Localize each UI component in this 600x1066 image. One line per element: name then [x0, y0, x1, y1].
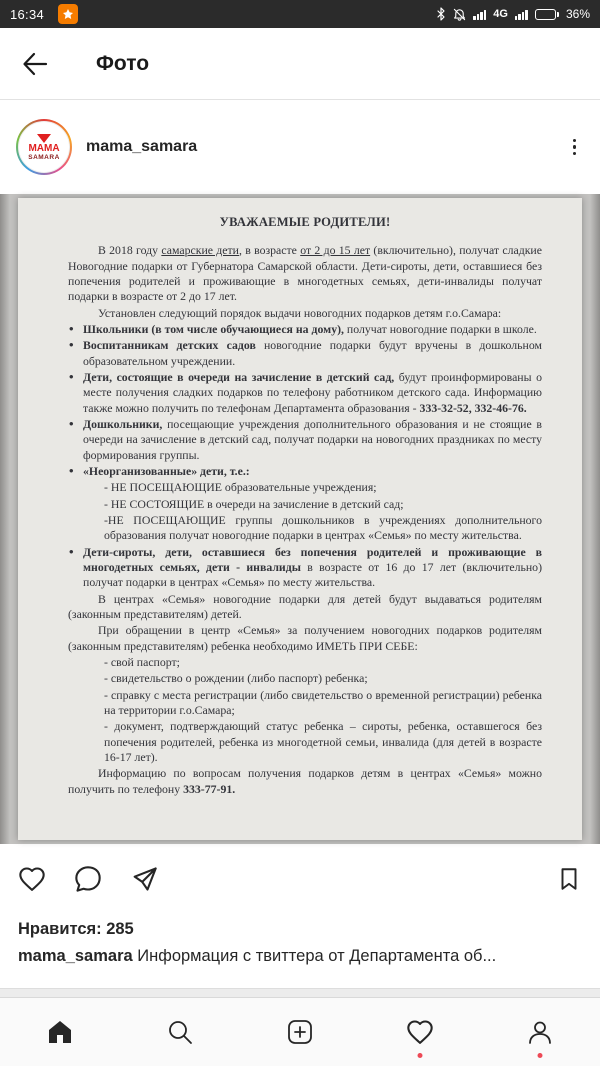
document-body [68, 243, 542, 796]
home-icon [46, 1018, 74, 1046]
search-icon [166, 1018, 194, 1046]
profile-icon [526, 1018, 554, 1046]
doc-block: - НЕ СОСТОЯЩИЕ в очереди на зачисление в детский сад; [104, 496, 404, 511]
doc-block: В 2018 году самарские дети, в возрасте от 2 до 15 лет (включительно), получат сладкие Новогодние подарки от Губернатора Самарской области. Дети-сироты, дети, оставшиеся без попечения родителей и проживающие в многодетных семьях, дети-инвалиды получат подарки в возрасте от 2 до 17 лет. [68, 243, 542, 304]
bookmark-icon [556, 865, 582, 893]
status-time: 16:34 [10, 6, 45, 22]
doc-block: • Воспитанникам детских садов новогодние подарки будут вручены в дошкольном образовательном учреждении. [68, 338, 542, 369]
heart-icon [18, 865, 46, 893]
comment-button[interactable] [74, 865, 102, 893]
nav-profile[interactable] [480, 998, 600, 1066]
bottom-nav [0, 997, 600, 1066]
caption-username[interactable]: mama_samara [18, 947, 133, 965]
post-image[interactable] [0, 194, 600, 844]
doc-block: Информацию по вопросам получения подарков детям в центрах «Семья» можно получить по телефону 333-77-91. [68, 766, 542, 796]
doc-block: • Дошкольники, посещающие учреждения дополнительного образования и не стоящие в очереди на зачисление в детский сад, получат подарки на новогодних праздниках по месту формирования группы. [68, 417, 542, 463]
back-button[interactable] [18, 47, 52, 81]
comment-icon [74, 865, 102, 893]
network-type-label: 4G [493, 8, 508, 20]
bluetooth-icon [436, 7, 446, 21]
post-action-bar [0, 844, 600, 914]
save-post-button[interactable] [556, 865, 582, 893]
doc-block: -НЕ ПОСЕЩАЮЩИЕ группы дошкольников в учреждениях дополнительного образования получат новогодние подарки в центрах «Семья» по месту жительства. [104, 512, 542, 543]
nav-home[interactable] [0, 998, 120, 1066]
doc-block: В центрах «Семья» новогодние подарки для детей будут выдаваться родителям (законным представителям) детей. [68, 591, 542, 621]
status-bar [0, 0, 600, 28]
doc-block: - свидетельство о рождении (либо паспорт) ребенка; [104, 671, 368, 686]
avatar[interactable] [16, 119, 72, 175]
mute-icon [453, 8, 466, 21]
doc-block: При обращении в центр «Семья» за получением новогодних подарков родителям (законным представителям) ребенка необходимо ИМЕТЬ ПРИ СЕБЕ: [68, 623, 542, 653]
doc-block: - НЕ ПОСЕЩАЮЩИЕ образовательные учреждения; [104, 480, 377, 495]
page-title: Фото [96, 51, 150, 75]
back-arrow-icon [21, 50, 49, 78]
document-title: УВАЖАЕМЫЕ РОДИТЕЛИ! [219, 215, 391, 229]
document-paper [18, 198, 582, 840]
doc-block: • Дети-сироты, дети, оставшиеся без попечения родителей и проживающие в многодетных семьях, дети - инвалиды в возрасте от 16 до 17 лет (включительно) получат подарки в центрах «Семья» по месту жительства. [68, 545, 542, 591]
avatar-text-top: МАМА [28, 142, 60, 154]
avatar-text-bottom: SAMARA [28, 153, 60, 161]
section-divider [0, 988, 600, 997]
app-badge-glyph [62, 8, 74, 20]
post-username[interactable]: mama_samara [86, 138, 198, 155]
like-button[interactable] [18, 865, 46, 893]
doc-block: - справку с места регистрации (либо свидетельство о временной регистрации) ребенка на территории г.о.Самара; [104, 687, 542, 717]
doc-block: Установлен следующий порядок выдачи новогодних подарков детям г.о.Самара: [98, 305, 502, 320]
post-header [0, 100, 600, 194]
doc-block: • «Неорганизованные» дети, т.е.: [68, 464, 542, 479]
signal-icon-sim2 [515, 9, 528, 20]
avatar-logo [18, 121, 70, 173]
doc-block: - документ, подтверждающий статус ребенка – сироты, ребенка, оставшегося без попечения родителей, ребенка из многодетной семьи, инвалида (для детей в возрасте 16-17 лет). [104, 719, 542, 764]
doc-block: • Дети, состоящие в очереди на зачисление в детский сад, будут проинформированы о месте получения сладких подарков по телефону работником детского сада. Информацию также можно получить по телефонам Департамента образования - 333-32-52, 332-46-76. [68, 370, 542, 416]
activity-notification-dot [418, 1053, 423, 1058]
avatar-shield-icon [37, 134, 51, 143]
status-icons [436, 7, 590, 21]
notification-app-icon [58, 4, 78, 24]
heart-icon [406, 1018, 434, 1046]
nav-activity[interactable] [360, 998, 480, 1066]
nav-search[interactable] [120, 998, 240, 1066]
share-plane-icon [130, 865, 158, 893]
battery-percent-label: 36% [565, 7, 590, 21]
profile-notification-dot [538, 1053, 543, 1058]
share-button[interactable] [130, 865, 158, 893]
likes-count[interactable]: Нравится: 285 [18, 919, 134, 938]
caption-text: Информация с твиттера от Департамента об... [137, 947, 497, 965]
plus-square-icon [286, 1018, 314, 1046]
signal-icon-sim1 [473, 9, 486, 20]
likes-row [0, 914, 600, 944]
doc-block: • Школьники (в том числе обучающиеся на дому), получат новогодние подарки в школе. [68, 322, 542, 337]
battery-icon [535, 9, 559, 20]
caption [0, 944, 600, 988]
app-bar [0, 28, 600, 100]
doc-block: - свой паспорт; [104, 654, 180, 669]
nav-new-post[interactable] [240, 998, 360, 1066]
post-options-button[interactable] [565, 131, 585, 164]
